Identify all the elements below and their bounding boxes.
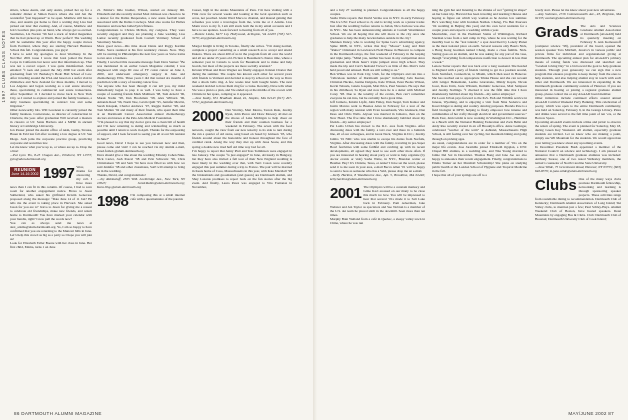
paragraph: Murphy Bain Weiland from a café in Quebec, a sleepy valley town in China, where he was run xyxy=(330,216,425,225)
year-heading-2000: 2000 xyxy=(192,108,224,126)
paragraph: Cusset, high in the Andes Mountains of Peru. I’m here visiting with a Flint crew for several weeks and looking at the local operation such as orcas, not poached. Glenn Ward Muco to channel, and instead gaining that refreshes you want a travelogue from me, write me at 2 Adams. Lisa Mann vows to my fi, I am still stuck both the in my email accounts and I have to see updates. Look forward to hearing from all of you. xyxy=(192,8,292,33)
paragraph: Jeff Jarinolo, Kristin Lipfir, John Finley, Dan Siegel, Tom Kantor and Justin Marcus went to Buenos Aires in February for a tour of the region with many reunion with Evan Greenbaum, Vita Glenneck, Dan Dees and Chris Wells. Alyson was married in Jamaica, then on the New Hotel. The five time that I have shamelessly bubbled about my friends—my senior employee! xyxy=(330,100,425,125)
paragraph: Finally, I received this awesome message from Dave Santee: “Be was mentioned in an earlier Green Magazine column; I was diagnosed with stage III case of FY colon cancer on June 2, 2000, and underwent emergency surgery in June and chemotherapy Ellis. Three years I did that turned six months of prediction with a story of treating cancer free. xyxy=(97,60,185,85)
column-5 xyxy=(432,8,527,177)
column-2 xyxy=(97,8,185,210)
paragraph: One of the many ways clubs promote Dartmouth fellowship, networking and learning is through sponsoring speaker projects. These activities range from roundtable dining to recommendation. Dartmouth Club of Kentucky; Dartmouth Alumni Association of Long Island; Ski Valley clubs, to mention just a few; Paul Schley-Hays. Alumni Weekend Club of Boston, have hosted speakers. Dean Mountains by engaging Bos & Clubs. Club: Dartmouth Club of Houston; Dartmouth University Club of Cook Island; xyxy=(535,176,621,221)
paragraph: “As anyone who has been through it can tell you, my mind immediately began to prep it as well. I was lucky to have a couple of rooming friends Mark Mathisen ’98, Tom Arnold ’96, Marek Nadia ’98, Dan Brockman ’98, Alex Wilburn ’96, Amanda Reed ’96, Norm Noe, Gavin Quilt ’95, Jennifer Mevrin, Sarah Knapski, Charlot Andrews ’97, Reggie Kettler ’98, and Tom Mullen ’92 and many of their friends, who spent their time at an Dartmouth Cancer Association annual chemotherapy doctors and nurses at the Palo Alto Medical Foundation. xyxy=(97,84,185,121)
paragraph: Good news, Dave! I hope to see you between now and then, please come and visit! I can be reached via my alumni e-mail, Jared.folden @alum.dartmouth.org. xyxy=(97,140,185,153)
paragraph: sitters, whose Aunts, and only Aunts, picked her up for a romantic dinner at Simon Pearce where she told Jen the wonderful “just happened” to be open. Matthew still has no clue, and Austin got home to find a waiting ring Lisa had picked out later that evening. And, of course, Matthew and Jen’s bourbon plus pals on hand, who always get so excited. Seattleites, Liz Norton ’96 had a stack of bridal magazines that he had picked up at Warm. How perfect! The wedding will be sometime this year after the happy couple moves from Portland, where they are starting Harvard Business School this fall. Congratulations, you guys! xyxy=(10,8,92,53)
reunion-title: REUNION xyxy=(14,166,36,172)
paragraph: Shannon Dancy, who is working for Spike Lee’s advertising agency, Spike DDB, in NYC, writes that Ray “Moose” Long and Matt “Ruiter” Orizmond in Lewistown Field House in Hanover to compete in the Dartmouth relays, the first weekend of February in the leaping and triple jump. “Mind you, neither has been in any competition since graduation and Mala hasn’t triple jumped since high school. They made the trip and Curt’s husband Trevor’s as little of this. Matt’s twin held proud and amused. Both are still rolling to us.” xyxy=(330,40,425,73)
signature: —Jana Wilde, 75 Greenhaven Road, Hanover, NY 03755; (603) 640-8379; m.jana.wilde@alum.dartmouth.org xyxy=(535,164,621,173)
paragraph: lovely start. Please let me know about your new adventures. xyxy=(535,8,616,12)
year-heading-1998: 1998 xyxy=(97,192,129,210)
grads-heading: Grads xyxy=(535,24,579,42)
paragraph: Ben Wilkes was in Park City, Utah, for the Olympics and ran into a “ridiculous number of Dartmouth people” including Jada Keener, Christian Hackie, Justine Delgado, Kele Wilson, Peter Bodes Wilson, Kevin Tabusla, Gizela Joaquin, Matt Price, Paul Stauters. He says that in his childhood, Sa Ryan and now here he is a skiier with Michael Carey ’98. Due to the tonality of the events, Ben can’t remember everyone he ran into, but he certainly had a great time. xyxy=(330,72,425,101)
paragraph: In December President Bush appointed a member of the National Council on science and technology. I am pleased to announce that a Dartmouth graduate alumnus was included: Anthony Suarez, one of two noted Wellesley members, the nation’s counselor of North Carolina State University. xyxy=(535,144,621,165)
column-4 xyxy=(330,8,425,225)
paragraph: ning the gym hut and listening to the shrieks of wet “getting in shape” on her latest trip. Harvard has been traveling and learning Chinese and hoping to figure out which way woman as he desires low summer. He’s watching Jazz with Ironman Nathan. Chaleg, Flo Ben Paucoux ’04 wedding in Beijing this year) and his own local residents for a couple years and expects a wedding within a year. xyxy=(432,8,527,33)
paragraph: Let me know what you’re up to, or where are up to. Drop me a line! xyxy=(10,144,92,153)
paragraph: Upcoming AGAAD events include a hike and picnic to observe the return of spring. The event is planned for Saturday, May 18, during Green Key Weekend. All alumni, especially graduate students are invited. Let us know who are making a point, simply use Wil Mountain for the students. We would appreciate your letting you know about any upcoming events. xyxy=(535,120,621,145)
paragraph: Lenore Sutter reports that was back over a long weekend. She headed to England with a party of friends visiting to get in a position around, from Stamford, Connecticut, to Miami, which then used in Hanover. She has reached out to appropriate Trinka House and she can recount with Ginger Heinemann, Lezmo Giarratano, Mindy Kopin, Nicole Joost, Rosa Unin, Josie Wilstem, Dominic Genovese, Matt Sampson and Jeremy Stallings. “I checked it was the fifth time that I have shamelessly bubbled about my friends—my senior employee! xyxy=(432,64,527,97)
paragraph: and a July 27 wedding is planned. Congratulations to all the happy couples. xyxy=(330,8,425,17)
rail-label: 1997 CLUBS CLASS NOTES xyxy=(1,30,6,103)
paragraph: More good news—this time about Dante and Peggy Karimn Wells. Steve reunited at his first residency classes. Now. They will be starting in Philadelphia the next few years as Steve trains to run once a business. xyxy=(97,44,185,61)
paragraph: Look for Elizabeth Feller Boone with her class in June. Her first child, Emma, turns 1 on June xyxy=(10,240,92,249)
paragraph: Sasha Waite reports that David Verma was in NYC in early February. The Ice USC Food school to Ji, and is loving work as a junior trader. Just after the wedding: before returns to Jotlan, Nico Zarlowe was also in NYC. She has been demonstrating animals at Cornell Westminster School. We are all hoping that she will move to the city once she graduates to help the many bowlerdomes outside in the city! xyxy=(330,16,425,41)
paragraph: The Arts and Sciences Graduate Alumni Association at Dartmouth (AGAAD) held its quarterly meeting on February 8. Ann Komosaroff (computer science ’98), president of the board, opened the session speaker Tara Mitchell, Jessica’s in various public and private firms for individual and organizational giving at Dartmouth. The upcoming annual plan for AGAAD’s primary means of raising funds was discussed and sketched out “Gradual Giving Day” in a bid toward the goal to help graduate students. Through your generosity we can sign that a new program that ensures programs to keep money from the ones to help students, and also helping alumni stay in touch with each other and Dartmouth. We are interested in expanding in the Dartmouth graduate community outside of Hanover. If you are interested in hosting or joining a regional graduate alumni group, please contact me or any AGAAD board member. xyxy=(535,24,621,97)
page-gutter xyxy=(313,0,317,420)
paragraph: Pat Lootz Urban pays forward to the IGS. Fish and Wildlife service in Juneau, Wyoming, and is enjoying a visit from Nina Soderico and Kaori Kluger to skiing and country dancing purposes. Brenda Pare is a field biologist in DFW, helping to finely empower bow intense and communities of her crafty through electrical and government sources.” Back East, Jenn Gridzi is now working in Washington D.C., Hamilton as a Beach with the National Hunting Federation and Zack Belin and Andy Reo recently started in an off Brooklyn office. Anne Gottinger, celebrated “teacher of the term” at Ashland, Massachusetts High School, is still feeling over her cycling, but mountain biking and going through on picking ages. xyxy=(432,96,527,141)
signature: —Amy Solomon, 2716 Commonwealth Ave., #3, Brighton, MA 02135; asolom@alum.dartmouth.org xyxy=(535,12,621,21)
signature: —Pat Lyon Yin, 8-25 Chagan Ave., Elmhurst, NY 11373; pyin@alum.dartmouth.org xyxy=(10,152,92,161)
paragraph: I’m happy to report that Jenny Platt and Tess Tomlinson were engaged in late January. The couple “is just engaged” in June, obviously in Hungary, but they have also invited a full tour of their New England wedding is most likely in the wedding over that, with Terri Cason were recently engaged this past summer during a trip to France. The pair will be married in Keats home of Coso, Massachusetts in this year, with Kate Marshall ’98 the bridesmaids and groomsmen (and guests) are Dartmouth alumni, and Shay Lazarus promises to report back on the fun stories after the big event. And finally, Laura Perez was engaged to Vito Fontanaz in November, xyxy=(192,148,292,189)
signature: —Jane Kathy, 651 Bradham Road, #1, Staples, MA 02143 (617) 497-5732; ja@alum.dartmouth.org xyxy=(192,96,292,105)
paragraph: Dan Wortley, Matt Monro, Terren Rule, Jeremy Ryan, John Pierce and Drew Mowery all met on the shores of Lake Michigan to help cheer on their friends and their reunion business for a weekend in February. The seven with the food network, caught the view from our new tenacity to its side to turn during the run a quarter of old stone, sang based on based by Gimeon ’03, who friends around about the honorable and honour throughout the face of cardinal canal. Along the way they met up with Jessa Soare, and this spring a double new tired half old time way bad for all. xyxy=(192,108,292,149)
paragraph: Kristen Wilson and Dave Wagner are finally engaged. Kristen Charter that during the summer. The couple has known each other for several years with friends to Vermont and decided to stop by school on the way so Dave that a shock bells ring. A few weeks later both bought bands. The next weekend decided to have them ring for a cruise. Recently, Dave tells when Vie was a plan is a plan, and Vie ended up at the middle of the a town with Christie in her spare, comping so it appeared. xyxy=(192,68,292,97)
footer-right: MAY/JUNE 2002 87 xyxy=(568,411,614,416)
paragraph: Pat Lottis Urban has moved to the D.C. area from Virginia. After discussing dates with the family, a taxi over and there in a Jamnick line, all of our colleagues, and in Great Neck, Virginia in D.C.; Jeremy Jamba ’01 NRC who was unable to escape his duties from Norfolk, Virginia. After discussing dates with the family, traveling in pre-Super Bowl festivities with some faithful and catching up with its recent developments, all agreed they need to see each other more often. If you are interested in hearing about party or want to help organize (by doctor events or visit) Sasha Waite, in NYC, Brandon waiter or Heather. Hey! It’s Christie, Tessa, or Anna? I have set the word, please send it to me soon in your area, e-mail Becca Allen ’01 will be happy to send a boss as someone who has a Veld, please drop me an e-mail. xyxy=(330,124,425,173)
paragraph: As usual, congratulations are in order for a number of ’01s on the major life events. Jose Jaramillo joined Elizabeth Ogajian, a UNC Chapel Hill alumna, to a wedding site, and Tina Young married to Jamie Del Sol in December. Thomas Bong and Jane Joo are also happy to announce their recent engagement. Finally, congratulations to Emma Turner on her Marshall Scholarship! She plans on studying public health at the London School of Hygiene and Tropical Medicine in the fall. xyxy=(432,140,527,173)
paragraph: 21. Emma’s little brother, Wilson, started on January 9th. Elizabeth and she recently started Mott Johnson was chosen to be a dancer for the Dallas Desperados, a new arena football team associated with the Dallas Cowboys. Mott also works for Hallex Insurance and teaches ballet/lyrics/fitness. xyxy=(97,8,185,29)
reunion-badge xyxy=(10,167,40,177)
column-6 xyxy=(535,8,621,221)
column-1 xyxy=(10,8,92,249)
paragraph: Other noteworthy bits. Will Lorenzen is currently joined the family business. Cornerstone, as director of construction in Charlotte, the year. After graduation Will received a masters in classics at UC Santa Barbara and a MPhil in ancient history at Cambridge University. xyxy=(10,108,92,129)
reunion-dates: June 14-16 2002 xyxy=(11,171,39,176)
paragraph: Wow, thanks for answering my call. I have more news than I can fit in this column. Of course, I had to save room for another engagement notice. Bravo to Jason Sutherland, who asked his girlfriend Kristin Genovese proposed along the message: “Date June 14 of 11 Jan? He tells me the event is taking place in Harvard. She asked Jason for you are to” bravo to Jason for giving me a reason to celebrate old friendships, make new friends, and return home to Dartmouth! You have marked your calendar with your bundle, right? I now pull the words now? xyxy=(10,164,92,221)
paragraph: The Olympics will be a constant memory and Gimo Kaci aroused on our many to be close this much ice bow. You will be impressed to hear that several ’01s made it to Salt Lake back in February. Pam Ackerman, Jake Webster and Jen Taylor as spectators and Sao Nobrun is a member of the U.S. ski team he placed sixth in the downhill. Seen more than ten times. xyxy=(330,184,425,217)
paragraph: Meanwhile, over in the Piedmont Steins of Wilmington, Richard Sturman wrote from a nail camp in Yap, where he was waiting for the monthly boat to the “lost islands,” a spot described by Lonely Planet as the most isolated place on earth. Several reasons only Baerts Nick, a Hong Kong boatman named Chang, made a close fumble. Nick. Stating goes on an alumni, and he was asking for any part of the vase, though “everything from temperature nonfiction to dessert in less than a week.” xyxy=(432,32,527,65)
signature: —Joy Rabinaloff, 2505 WM. Lockbridge Ave., New York, NY 10023; Jared.Rabin@alum.dartmouth.org; Kara.Ohg.@alum.dartmouth.org xyxy=(97,176,185,189)
section-rail xyxy=(0,30,8,340)
paragraph: Other initiatives include continued efforts around annual AGAAD Carnival Weekend Party Banking. This celebration of poetry, which was open to the entire Dartmouth community, was held on Saturday, February 9, in the Grange Library. Pizza and drinks were served to the full time point of ten ’ers, or the Borrow Space. xyxy=(535,96,621,121)
paragraph: Congratulations to Christo McDon, my congress. They were recently engaged and they are planning a June wedding. Lisa Lamar recently graduated from Cornell Vetrinary School of Veterinary Studies. xyxy=(97,28,185,45)
paragraph: I have to send my apologies to Jessi Wortheny. In the Nov/Dec 2001 issue I wrote that Jessi joined the Peace Corps in California but never sent that information up. That was not a correct report. I was quite misinformed. Jessi emailed: “I took and passed the July 2000 bar exam after graduating from UC Berkeley’s Boalt Hall School of Law. After traveling around the USA and based on a surfer visit in Zimbabwe and New Zealand for three months, I moved to Los Angeles and began working as a real estate attorney there, specializing in commercial real estate transactions. After September 11 I decided to move back to New York City, so I started to explore and joined the family business, a daily business specializing in contract law and some litigation.” xyxy=(10,52,92,109)
column-3 xyxy=(192,8,292,189)
signature: —Kelly Harkins, 8 Woodbourne Ave., Apt. 5, Brookline, MA 02446; kelly.harkins@alum.dartmouth.org xyxy=(330,172,425,181)
year-heading-1997: 1997 xyxy=(43,164,75,182)
paragraph: I’m composing this at a small internet cafe with a questionnaire of the parents xyxy=(130,192,185,201)
year-heading-2001: 2001 xyxy=(330,184,362,202)
clubs-heading: Clubs xyxy=(535,176,577,194)
signature: —Bonnie Linda, 6477 Loy Hollywood, Arlington, VA 22203 (703) 527-3279; amy@alum.dartmouth.org xyxy=(192,32,292,41)
paragraph: Jon Pauser joined the Austin office of Akin, Gump, Strauss, Hauer & Feld last fall after working a law degree at UC San Diego. Josh joins the corporate practice group, practicing corporate and securities law. xyxy=(10,128,92,145)
paragraph: Dave should give a line about the wedding Eilianny Cohen Niko. Nick Carter, Josh Pascal ’98 and Erin Schwartz ’96, Chris Christianson ’98 and Sam ’94 have now filled us with how we said Jennifer ’98 and other classmates, SAE will attempt to bring us in the wedding. xyxy=(97,152,185,173)
paragraph: Margot Knight is living in Toronto, finally she writes. “I’m doing normal, complete a project consulting as a small research as to accept and attend Dakota. There are about 400 of us in the program from all over the world and all are under 25 years old. Fiction is Beaumont’s chance time, where a semester year in Canada to work for Beaumont and to make and help boards, but most of the projects are more socially oriented.” xyxy=(192,44,292,69)
signature: Thanks, David, and congratulations! xyxy=(97,172,146,177)
paragraph: “I’m pleased to say that my doctor gave me a clean bill of health and I’m now returning to skiing and windsurfing as much as possible until I return to work in April. Thanks for the outpouring of support, and I look forward to seeing you all at our 5th reunion in June!” xyxy=(97,120,185,141)
footer-left: 86 DARTMOUTH ALUMNI MAGAZINE xyxy=(14,411,102,416)
paragraph: You can as always send me news at alex_adams@alum.dartmouth.org. Yo, I am so happy to have confirmed that you are returning to the Muncert hills in June. Let’s help this crowd as big as a party so I hope you will join us! xyxy=(10,220,92,241)
paragraph: I hope that all of your springs are off to a xyxy=(432,172,487,177)
